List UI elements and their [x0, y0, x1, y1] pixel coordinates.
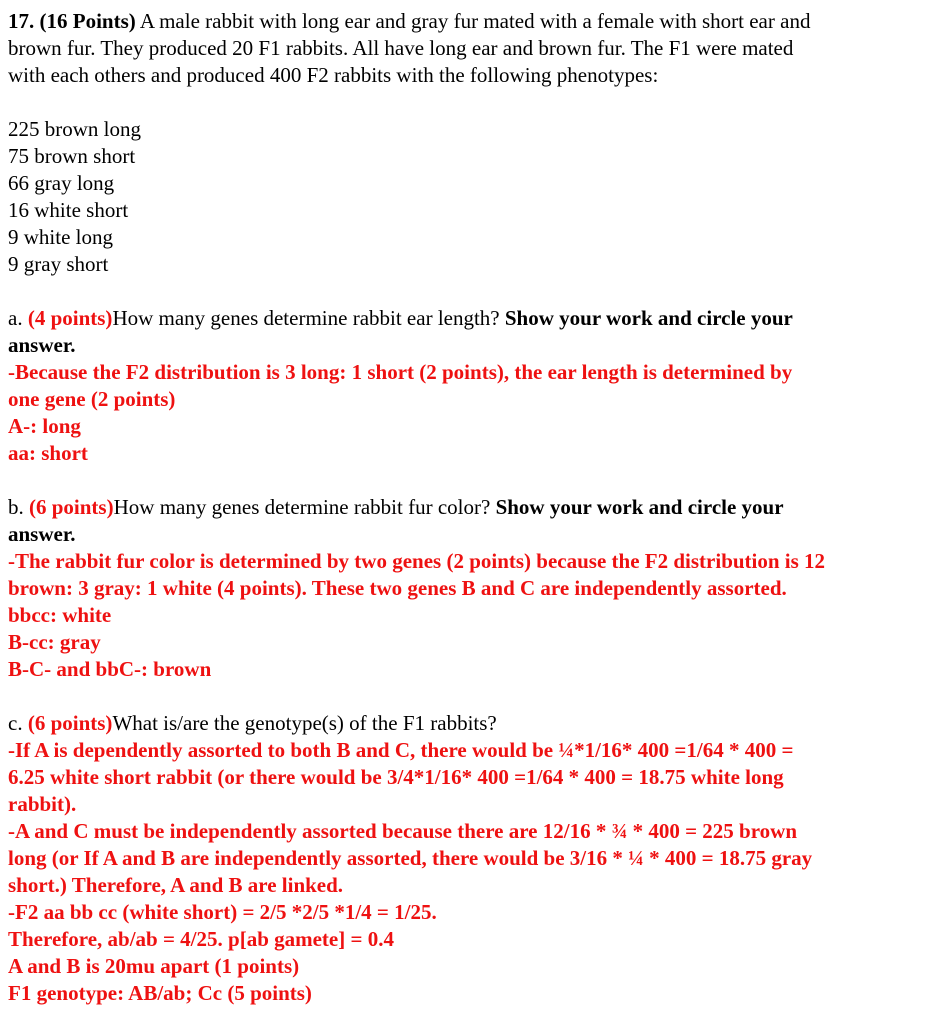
part-c-answer-line: -F2 aa bb cc (white short) = 2/5 *2/5 *1/4 = 1/25. [8, 900, 437, 924]
part-b-answer-line: B-cc: gray [8, 630, 101, 654]
part-c-answer-line: A and B is 20mu apart (1 points) [8, 954, 300, 978]
part-b-question [8, 494, 920, 521]
part-b-answer-line: B-C- and bbC-: brown [8, 657, 212, 681]
part-c-text: What is/are the genotype(s) of the F1 rabbits? [112, 711, 497, 735]
part-a-answer-line: one gene (2 points) [8, 387, 176, 411]
part-a-instruction-2: answer. [8, 333, 76, 357]
part-c-answer-line: F1 genotype: AB/ab; Cc (5 points) [8, 981, 312, 1005]
part-a-question [8, 305, 920, 332]
part-c-question [8, 710, 920, 737]
spacer [8, 683, 920, 710]
part-a-letter: a. [8, 306, 28, 330]
part-c-answer-line: long (or If A and B are independently assorted, there would be 3/16 * ¼ * 400 = 18.75 gray [8, 846, 813, 870]
part-c-letter: c. [8, 711, 28, 735]
part-a-points: (4 points) [27, 306, 113, 330]
part-c-answer-line: 6.25 white short rabbit (or there would be 3/4*1/16* 400 =1/64 * 400 = 18.75 white long [8, 765, 784, 789]
question-stem-3: with each others and produced 400 F2 rabbits with the following phenotypes: [8, 63, 659, 87]
part-a-answer-line: A-: long [8, 414, 81, 438]
part-a-answer-line: aa: short [8, 441, 88, 465]
spacer [8, 467, 920, 494]
question-stem-1: A male rabbit with long ear and gray fur mated with a female with short ear and [135, 9, 811, 33]
question-points: (16 Points) [39, 9, 136, 33]
part-b-answer-line: brown: 3 gray: 1 white (4 points). These two genes B and C are independently assorted. [8, 576, 787, 600]
part-c-answer-line: short.) Therefore, A and B are linked. [8, 873, 344, 897]
phenotype-item: 75 brown short [8, 144, 136, 168]
part-c-points: (6 points) [27, 711, 113, 735]
part-a-instruction: Show your work and circle your [504, 306, 793, 330]
question-line-1 [8, 8, 920, 35]
part-c-answer-line: -A and C must be independently assorted because there are 12/16 * ¾ * 400 = 225 brown [8, 819, 797, 843]
part-b-text: How many genes determine rabbit fur color? [113, 495, 496, 519]
part-a-text: How many genes determine rabbit ear length? [112, 306, 505, 330]
phenotype-item: 66 gray long [8, 171, 115, 195]
phenotype-item: 9 white long [8, 225, 113, 249]
spacer [8, 89, 920, 116]
part-b-answer-line: -The rabbit fur color is determined by two genes (2 points) because the F2 distribution is 12 [8, 549, 826, 573]
phenotype-item: 16 white short [8, 198, 129, 222]
part-c-answer-line: rabbit). [8, 792, 77, 816]
question-number: 17. [8, 9, 35, 33]
part-a-answer-line: -Because the F2 distribution is 3 long: 1 short (2 points), the ear length is determined by [8, 360, 793, 384]
question-stem-2: brown fur. They produced 20 F1 rabbits. All have long ear and brown fur. The F1 were mated [8, 36, 794, 60]
part-c-answer-line: Therefore, ab/ab = 4/25. p[ab gamete] = 0.4 [8, 927, 394, 951]
part-b-points: (6 points) [29, 495, 114, 519]
part-b-answer-line: bbcc: white [8, 603, 112, 627]
phenotype-item: 9 gray short [8, 252, 109, 276]
part-b-instruction: Show your work and circle your [495, 495, 784, 519]
part-c-answer-line: -If A is dependently assorted to both B and C, there would be ¼*1/16* 400 =1/64 * 400 = [8, 738, 794, 762]
part-b-instruction-2: answer. [8, 522, 76, 546]
phenotype-item: 225 brown long [8, 117, 141, 141]
spacer [8, 278, 920, 305]
part-b-letter: b. [8, 495, 29, 519]
